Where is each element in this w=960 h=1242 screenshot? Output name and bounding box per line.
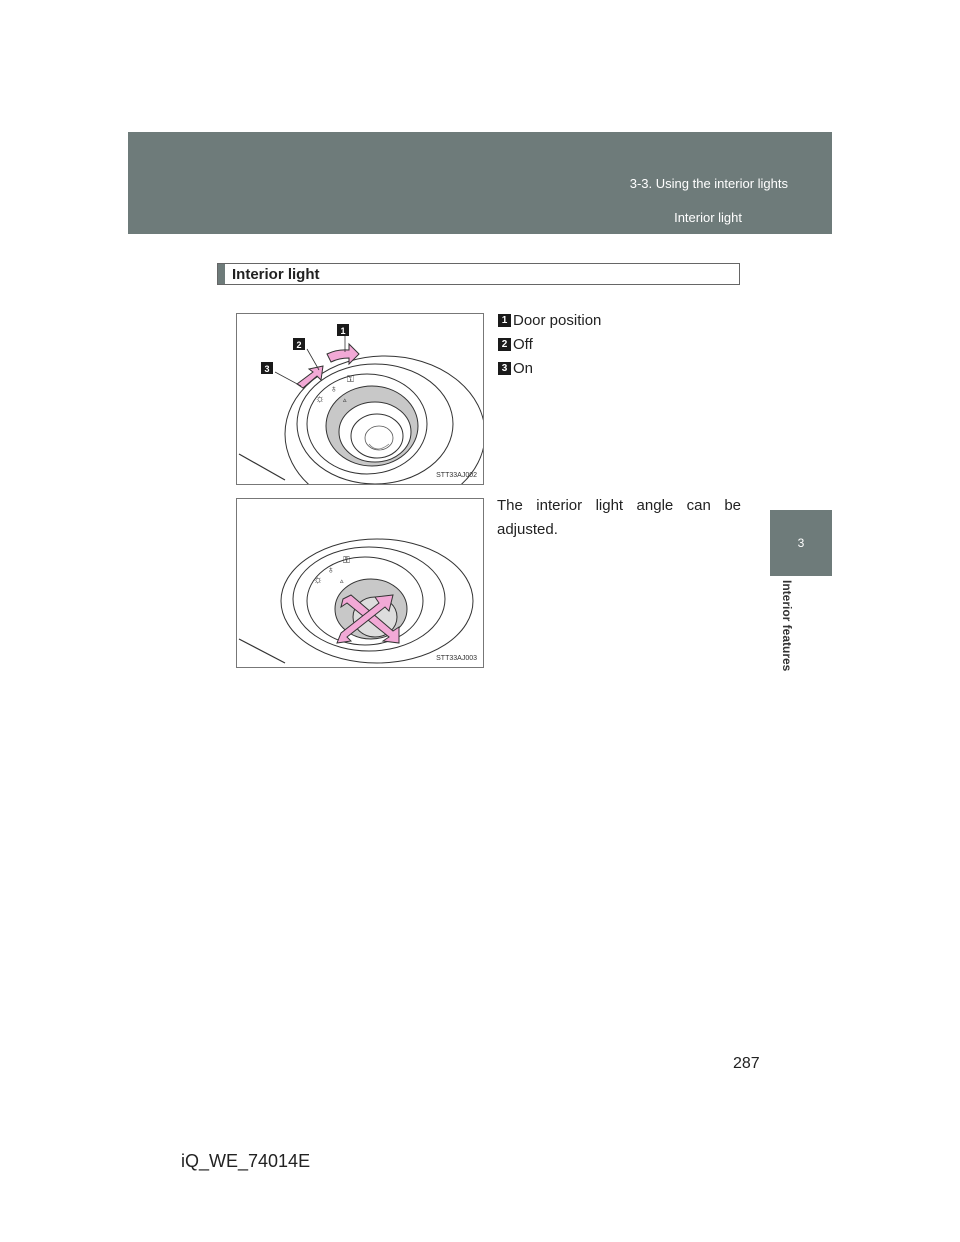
svg-text:1: 1 [340, 326, 346, 336]
figure-code: STT33AJ002 [436, 472, 477, 479]
header-band [128, 132, 832, 234]
legend-label: Door position [513, 312, 602, 329]
figure-code: STT33AJ003 [436, 655, 477, 662]
figure-light-angle [236, 498, 484, 668]
svg-text:⚿: ⚿ [347, 374, 354, 384]
section-title-bar [218, 264, 225, 284]
light-angle-illustration [237, 499, 483, 667]
legend-label: On [513, 360, 534, 377]
callout-3 [261, 362, 273, 374]
svg-text:⚿: ⚿ [343, 555, 350, 565]
svg-text:▵: ▵ [340, 578, 344, 585]
chapter-label: Interior features [780, 580, 794, 672]
svg-text:☼: ☼ [315, 393, 326, 405]
callout-1 [337, 324, 349, 336]
callout-2 [293, 338, 305, 350]
legend-item-on [498, 360, 533, 377]
svg-text:▵: ▵ [343, 397, 347, 404]
legend-number: 1 [498, 314, 511, 327]
legend-item-door-position [498, 312, 601, 329]
subsection-heading: Interior light [674, 210, 742, 225]
svg-text:♁: ♁ [327, 565, 335, 576]
legend-number: 3 [498, 362, 511, 375]
figure-light-switch [236, 313, 484, 485]
svg-text:♁: ♁ [330, 384, 338, 395]
light-switch-illustration [237, 314, 483, 484]
chapter-number: 3 [797, 536, 805, 550]
svg-text:3: 3 [264, 364, 270, 374]
page-number: 287 [733, 1055, 760, 1072]
document-code: iQ_WE_74014E [181, 1151, 311, 1171]
section-heading: 3-3. Using the interior lights [629, 176, 788, 191]
legend-number: 2 [498, 338, 511, 351]
svg-text:☼: ☼ [313, 574, 324, 586]
chapter-tab [770, 510, 832, 576]
legend-item-off [498, 336, 533, 353]
legend-label: Off [513, 336, 533, 353]
section-title-box [217, 263, 740, 285]
section-title: Interior light [232, 266, 320, 283]
body-paragraph: The interior light angle can be adjusted. [497, 497, 741, 538]
svg-text:2: 2 [296, 340, 302, 350]
